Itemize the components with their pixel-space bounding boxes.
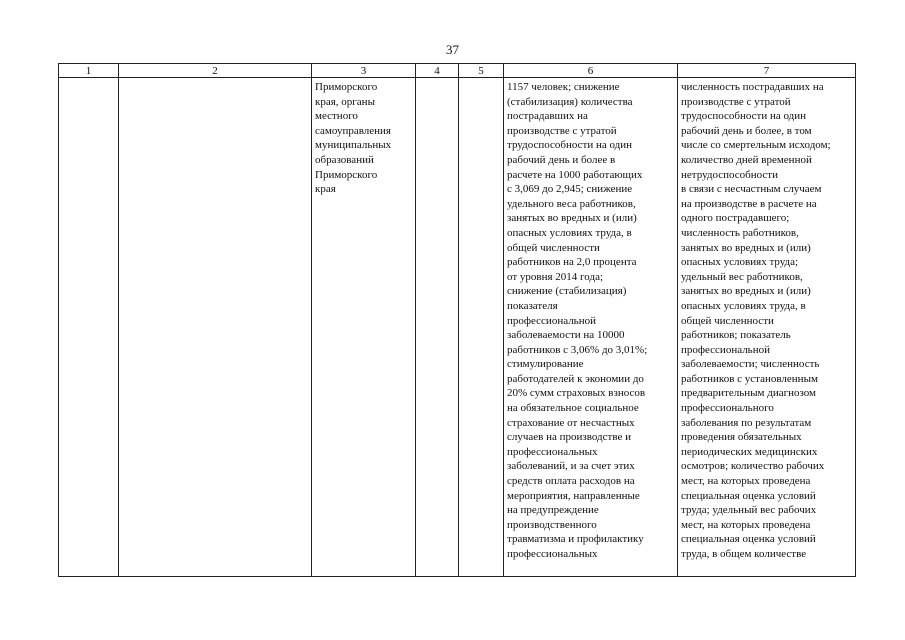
column-header-1: 1 [59, 64, 119, 78]
cell-col2 [119, 78, 312, 577]
column-header-5: 5 [459, 64, 504, 78]
document-table [58, 63, 856, 577]
table-header-row [59, 64, 856, 78]
column-header-6: 6 [504, 64, 678, 78]
cell-col4 [416, 78, 459, 577]
cell-col5 [459, 78, 504, 577]
cell-col3-text: Приморского края, органы местного самоуправления муниципальных образований Приморского края [315, 81, 392, 196]
page-number: 37 [446, 42, 459, 57]
cell-col6 [504, 78, 678, 577]
cell-col3 [312, 78, 416, 577]
column-header-2: 2 [119, 64, 312, 78]
cell-col7 [678, 78, 856, 577]
table-row [59, 78, 856, 577]
column-header-4: 4 [416, 64, 459, 78]
column-header-3: 3 [312, 64, 416, 78]
column-header-7: 7 [678, 64, 856, 78]
cell-col7-text: численность пострадавших на производстве с утратой трудоспособности на один рабочий день и более, в том числе со смертельным исходом; количество дней временной нетрудоспособности в связи с несчастным случаем на производстве в расчете на одного пострадавшего; численность работников, занятых во вредных и (или) опасных условиях труда; удельный вес работников, занятых во вредных и (или) опасных условиях труда, в общей численности работников; показатель профессиональной заболеваемости; численность работников с установленным предварительным диагнозом профессионального заболевания по результатам проведения обязательных периодических медицинских осмотров; количество рабочих мест, на которых проведена специальная оценка условий труда; удельный вес рабочих мест, на которых проведена специальная оценка условий труда, в общем количестве [681, 81, 831, 560]
cell-col1 [59, 78, 119, 577]
cell-col6-text: 1157 человек; снижение (стабилизация) количества пострадавших на производстве с утратой трудоспособности на один рабочий день и более в расчете на 1000 работающих с 3,069 до 2,945; снижение удельного веса работников, занятых во вредных и (или) опасных условиях труда, в общей численности работников на 2,0 процента от уровня 2014 года; снижение (стабилизация) показателя профессиональной заболеваемости на 10000 работников с 3,06% до 3,01%; стимулирование работодателей к экономии до 20% сумм страховых взносов на обязательное социальное страхование от несчастных случаев на производстве и профессиональных заболеваний, и за счет этих средств оплата расходов на мероприятия, направленные на предупреждение производственного травматизма и профилактику профессиональных [507, 81, 648, 560]
